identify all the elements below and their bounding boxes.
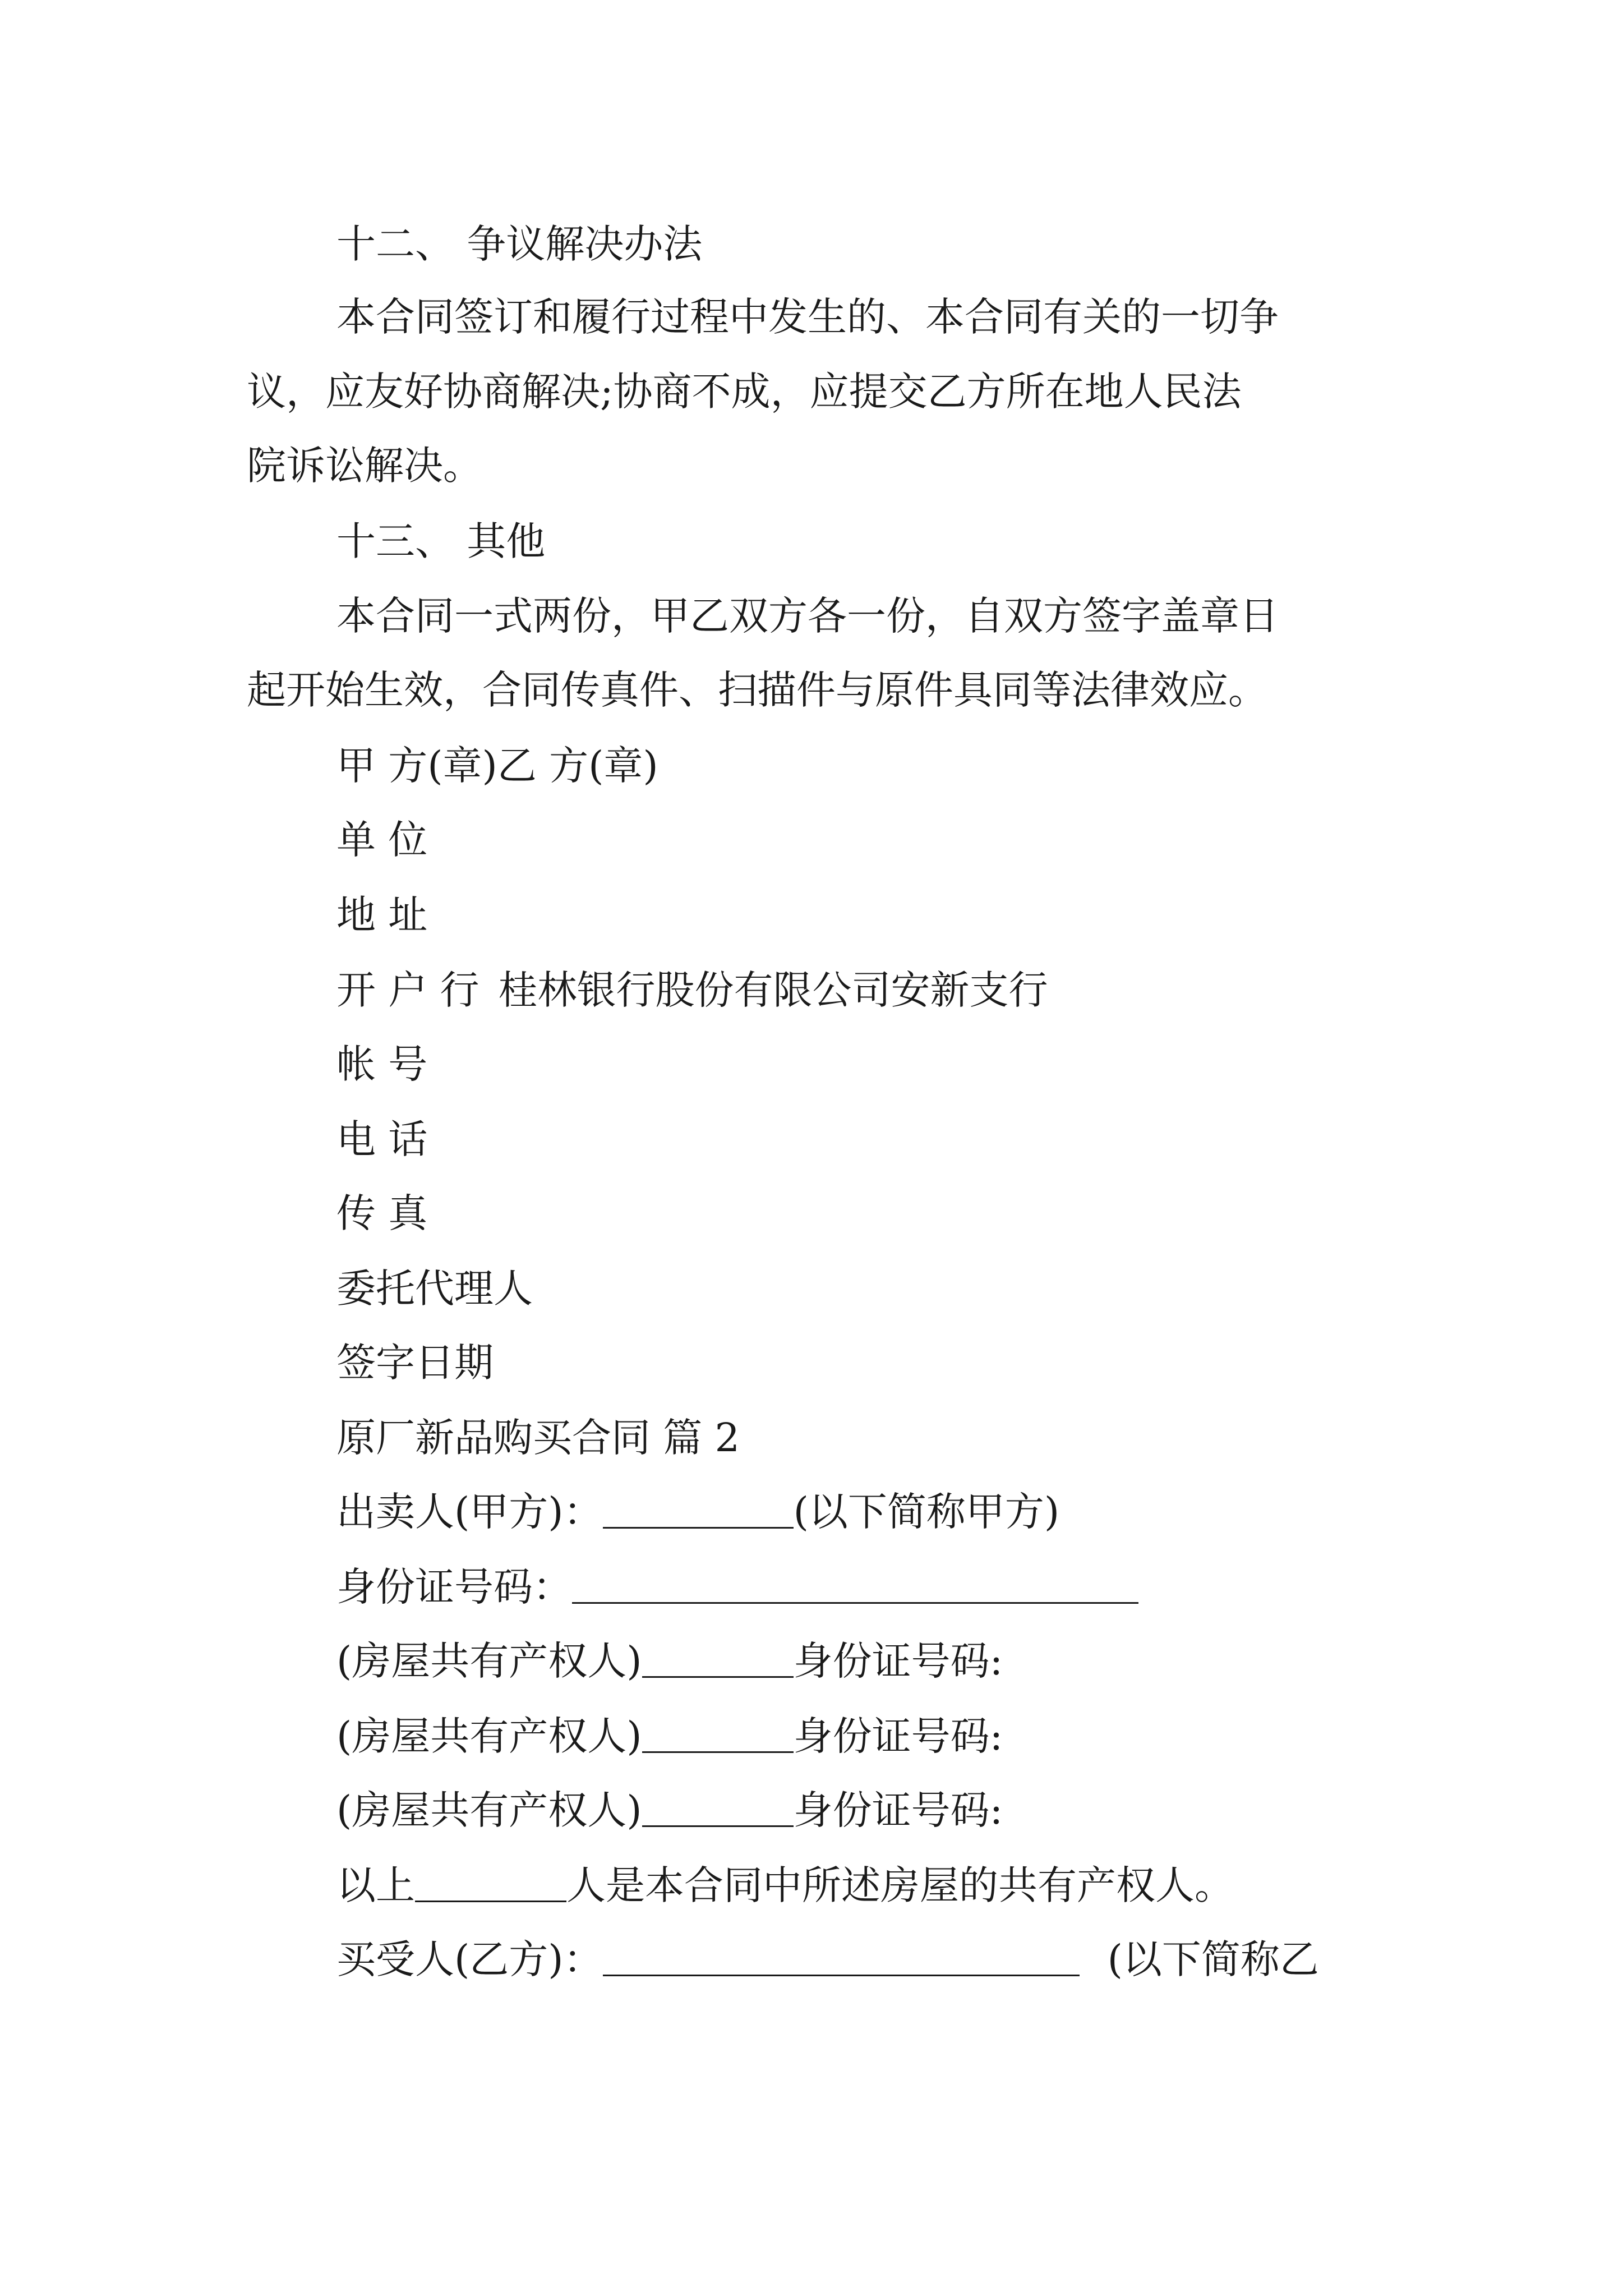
section-12-paragraph-line-3: 院诉讼解决。 (247, 443, 482, 489)
signature-bank-value: 桂林银行股份有限公司安新支行 (498, 967, 1048, 1013)
above-prefix: 以上 (336, 1862, 415, 1908)
signature-unit: 单 位 (336, 817, 428, 863)
coowner-row-1 (0, 1630, 1623, 1692)
section-13-paragraph-line-1: 本合同一式两份，甲乙双方各一份，自双方签字盖章日 (336, 593, 1279, 639)
buyer-row (0, 1929, 1623, 1990)
coowner-id-label: 身份证号码: (793, 1787, 1003, 1833)
buyer-label: 买受人(乙方)： (336, 1936, 603, 1982)
seller-id-row (0, 1556, 1623, 1618)
coowner-id-label: 身份证号码: (793, 1713, 1003, 1759)
coowner-name-blank (642, 1637, 794, 1678)
section-12-heading: 十二、 争议解决办法 (336, 221, 703, 267)
signature-parties: 甲 方(章)乙 方(章) (336, 743, 658, 789)
coowner-row-3 (0, 1779, 1623, 1841)
signature-address: 地 址 (336, 892, 428, 938)
coowner-label: (房屋共有产权人) (336, 1787, 642, 1833)
signature-bank-label: 开 户 行 (336, 967, 479, 1013)
signature-agent: 委托代理人 (336, 1266, 533, 1312)
seller-id-label: 身份证号码： (336, 1564, 572, 1610)
signature-bank-row (0, 959, 1623, 1021)
coowner-name-blank (642, 1786, 794, 1827)
contract-2-title: 原厂新品购买合同 篇 2 (336, 1415, 740, 1461)
buyer-name-blank (603, 1935, 1080, 1976)
signature-account: 帐 号 (336, 1041, 428, 1087)
section-12-paragraph-line-1: 本合同签订和履行过程中发生的、本合同有关的一切争 (336, 294, 1279, 340)
section-13-heading: 十三、 其他 (336, 518, 546, 564)
signature-date: 签字日期 (336, 1340, 494, 1386)
seller-suffix: (以下简称甲方) (793, 1489, 1060, 1535)
seller-name-blank (603, 1488, 794, 1529)
section-13-paragraph-line-2: 起开始生效，合同传真件、扫描件与原件具同等法律效应。 (247, 667, 1267, 713)
above-suffix: 人是本合同中所述房屋的共有产权人。 (566, 1862, 1234, 1908)
seller-id-blank (572, 1563, 1138, 1604)
coowner-id-label: 身份证号码: (793, 1638, 1003, 1684)
coowner-label: (房屋共有产权人) (336, 1638, 642, 1684)
signature-fax: 传 真 (336, 1190, 428, 1236)
coowners-summary-row (0, 1855, 1623, 1916)
coowner-name-blank (642, 1712, 794, 1753)
coowner-count-blank (415, 1861, 566, 1902)
seller-label: 出卖人(甲方)： (336, 1489, 603, 1535)
seller-row (0, 1481, 1623, 1543)
coowner-label: (房屋共有产权人) (336, 1713, 642, 1759)
coowner-row-2 (0, 1705, 1623, 1767)
section-12-paragraph-line-2: 议，应友好协商解决;协商不成，应提交乙方所在地人民法 (247, 369, 1242, 415)
signature-phone: 电 话 (336, 1116, 428, 1162)
buyer-suffix: (以下简称乙 (1107, 1936, 1319, 1982)
